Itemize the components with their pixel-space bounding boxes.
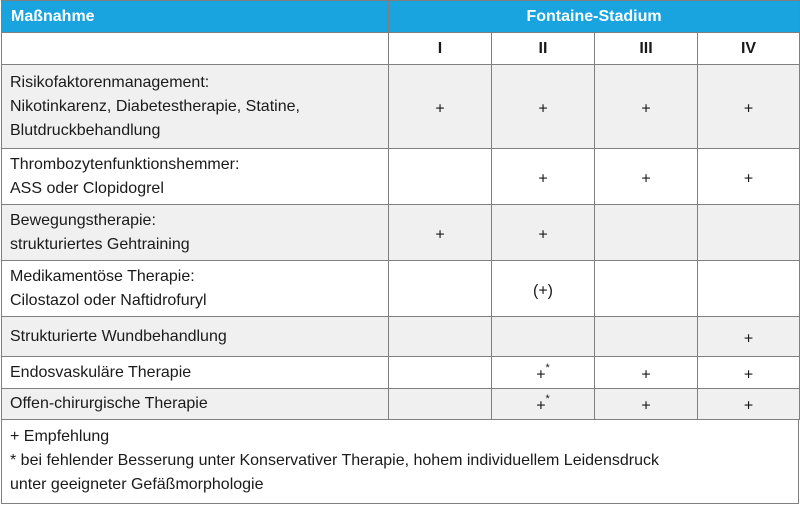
recommendation-mark: + <box>536 366 546 384</box>
stage-cell <box>492 357 595 389</box>
stage-cell <box>595 149 698 205</box>
stage-cell <box>595 357 698 389</box>
measure-label-line: ASS oder Clopidogrel <box>10 179 164 197</box>
recommendation-mark: + <box>538 100 548 118</box>
stage-cell <box>492 389 595 420</box>
recommendation-mark: + <box>641 397 651 415</box>
recommendation-mark: + <box>435 226 445 244</box>
measure-label-line: Endosvaskuläre Therapie <box>10 363 192 381</box>
table-row <box>2 357 800 389</box>
table-header-row <box>2 1 800 33</box>
recommendation-mark: + <box>743 100 754 118</box>
measure-label-line: Cilostazol oder Naftidrofuryl <box>10 291 207 309</box>
stage-cell <box>698 205 800 261</box>
stage-cell <box>389 389 492 420</box>
stage-cell <box>389 205 492 261</box>
column-header-measure: Maßnahme <box>2 1 389 33</box>
stage-cell <box>595 205 698 261</box>
stage-cell <box>698 317 800 357</box>
measure-cell <box>2 149 389 205</box>
recommendation-mark: + <box>743 330 754 348</box>
measure-label-line: Blutdruckbehandlung <box>10 121 161 139</box>
measure-label-line: Medikamentöse Therapie: <box>10 267 195 285</box>
stage-cell <box>595 389 698 420</box>
measure-label-line: Thrombozytenfunktionshemmer: <box>10 155 240 173</box>
stage-cell <box>698 389 800 420</box>
legend-footnote-continued: unter geeigneter Gefäßmorphologie <box>10 476 264 493</box>
table-row <box>2 261 800 317</box>
recommendation-table <box>1 0 800 420</box>
recommendation-mark: + <box>641 170 651 188</box>
stage-cell <box>389 149 492 205</box>
stage-cell <box>595 317 698 357</box>
stage-header-ii: II <box>492 33 595 65</box>
footnote-marker: * <box>545 361 550 374</box>
recommendation-mark: + <box>536 397 546 415</box>
measure-label-line: Offen-chirurgische Therapie <box>10 395 208 412</box>
stage-cell <box>698 261 800 317</box>
stage-cell <box>698 65 800 149</box>
measure-cell <box>2 65 389 149</box>
recommendation-mark: + <box>743 397 754 415</box>
footnote-marker: * <box>545 393 550 406</box>
table-row <box>2 65 800 149</box>
stage-header-iii: III <box>595 33 698 65</box>
stage-cell <box>595 65 698 149</box>
stage-cell <box>492 149 595 205</box>
stage-cell <box>492 205 595 261</box>
recommendation-mark: + <box>435 100 445 118</box>
recommendation-mark: + <box>641 100 651 118</box>
measure-label-line: Risikofaktorenmanagement: <box>10 73 210 91</box>
recommendation-mark: (+) <box>533 282 553 300</box>
measure-cell <box>2 317 389 357</box>
measure-cell <box>2 389 389 420</box>
stage-cell <box>389 65 492 149</box>
stage-cell <box>492 65 595 149</box>
table-row <box>2 149 800 205</box>
measure-label-line: strukturiertes Gehtraining <box>10 235 190 253</box>
recommendation-mark: + <box>743 170 754 188</box>
stage-cell <box>389 357 492 389</box>
recommendation-mark: + <box>538 170 548 188</box>
stage-numbers-row <box>2 33 800 65</box>
measure-label-line: Bewegungstherapie: <box>10 211 156 229</box>
measure-cell <box>2 357 389 389</box>
stage-cell <box>389 261 492 317</box>
stage-cell <box>492 261 595 317</box>
measure-cell <box>2 261 389 317</box>
legend-recommendation: + Empfehlung <box>10 428 110 445</box>
measure-label-line: Nikotinkarenz, Diabetestherapie, Statine, <box>10 97 300 115</box>
table-row <box>2 389 800 420</box>
recommendation-mark: + <box>743 366 754 384</box>
legend-footnote: * bei fehlender Besserung unter Konservativer Therapie, hohem individuellem Leidensdruck <box>10 452 659 469</box>
column-header-fontaine-stage: Fontaine-Stadium <box>389 1 800 33</box>
stage-numbers-spacer <box>2 33 389 65</box>
stage-cell <box>389 317 492 357</box>
stage-cell <box>698 149 800 205</box>
table-row <box>2 205 800 261</box>
table-row <box>2 317 800 357</box>
stage-cell <box>595 261 698 317</box>
measure-label-line: Strukturierte Wundbehandlung <box>10 327 227 345</box>
stage-cell <box>492 317 595 357</box>
stage-header-iv: IV <box>698 33 800 65</box>
stage-cell <box>698 357 800 389</box>
stage-header-i: I <box>389 33 492 65</box>
recommendation-mark: + <box>641 366 651 384</box>
recommendation-mark: + <box>538 226 548 244</box>
table-legend <box>1 420 799 504</box>
measure-cell <box>2 205 389 261</box>
